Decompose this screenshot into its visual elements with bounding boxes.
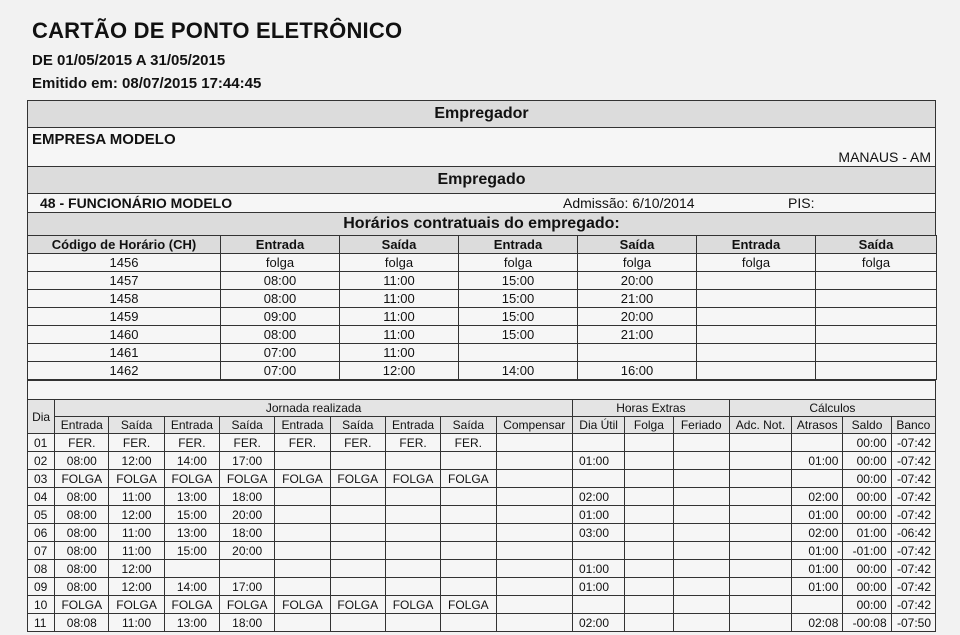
journal-cell	[275, 452, 330, 470]
journal-cell	[625, 614, 673, 632]
schedules-cell	[697, 272, 816, 290]
journal-cell	[625, 560, 673, 578]
journal-cell	[572, 596, 624, 614]
journal-cell	[385, 578, 440, 596]
journal-cell: FOLGA	[330, 470, 385, 488]
journal-cell	[673, 596, 729, 614]
schedules-header-cell: Entrada	[221, 236, 340, 254]
journal-cell	[673, 560, 729, 578]
journal-cell	[496, 542, 572, 560]
journal-cell: 02:00	[572, 614, 624, 632]
journal-cell: FOLGA	[109, 470, 164, 488]
journal-header-cell: Entrada	[275, 417, 330, 434]
journal-day-cell: 08	[28, 560, 55, 578]
schedules-cell	[697, 308, 816, 326]
journal-cell: 13:00	[164, 614, 219, 632]
schedules-cell: 20:00	[578, 308, 697, 326]
journal-day-cell: 02	[28, 452, 55, 470]
schedules-cell	[816, 362, 937, 380]
journal-cell	[496, 434, 572, 452]
journal-cell	[729, 596, 791, 614]
journal-header-cell: Compensar	[496, 417, 572, 434]
schedules-cell: 1459	[28, 308, 221, 326]
schedules-cell: 08:00	[221, 290, 340, 308]
journal-cell	[330, 614, 385, 632]
journal-cell: 00:00	[843, 596, 891, 614]
journal-cell	[729, 488, 791, 506]
journal-cell	[572, 542, 624, 560]
schedules-cell	[697, 326, 816, 344]
journal-cell	[625, 506, 673, 524]
journal-cell	[729, 524, 791, 542]
schedules-cell: 15:00	[459, 272, 578, 290]
journal-cell: 02:00	[572, 488, 624, 506]
journal-cell: FOLGA	[330, 596, 385, 614]
journal-cell: 08:00	[55, 488, 109, 506]
journal-cell	[673, 488, 729, 506]
journal-cell	[572, 434, 624, 452]
journal-day-cell: 06	[28, 524, 55, 542]
journal-cell	[673, 434, 729, 452]
journal-group-worked: Jornada realizada	[55, 400, 573, 417]
schedules-cell	[697, 344, 816, 362]
schedules-row	[28, 344, 937, 362]
journal-cell: 01:00	[792, 506, 843, 524]
journal-cell: -07:42	[891, 506, 935, 524]
journal-cell: 01:00	[792, 452, 843, 470]
journal-cell: 00:00	[843, 578, 891, 596]
journal-header-cell: Saída	[220, 417, 275, 434]
schedules-row	[28, 272, 937, 290]
schedules-cell: folga	[221, 254, 340, 272]
journal-day-cell: 03	[28, 470, 55, 488]
schedules-cell: 15:00	[459, 326, 578, 344]
journal-cell	[275, 542, 330, 560]
journal-cell	[496, 452, 572, 470]
journal-cell: FOLGA	[275, 596, 330, 614]
schedules-header-cell: Entrada	[459, 236, 578, 254]
journal-cell	[673, 524, 729, 542]
journal-cell: 00:00	[843, 560, 891, 578]
schedules-cell: folga	[578, 254, 697, 272]
journal-cell: FOLGA	[55, 470, 109, 488]
journal-cell: FOLGA	[55, 596, 109, 614]
journal-cell: -07:42	[891, 434, 935, 452]
journal-day-cell: 09	[28, 578, 55, 596]
schedules-cell: 08:00	[221, 326, 340, 344]
journal-cell: 00:00	[843, 506, 891, 524]
journal-header-cell: Entrada	[55, 417, 109, 434]
journal-cell: -07:42	[891, 542, 935, 560]
journal-row	[28, 560, 936, 578]
journal-cell	[330, 578, 385, 596]
journal-cell: 03:00	[572, 524, 624, 542]
journal-cell: 11:00	[109, 542, 164, 560]
journal-cell: 15:00	[164, 542, 219, 560]
journal-cell: 08:00	[55, 542, 109, 560]
journal-cell	[673, 578, 729, 596]
journal-cell: FER.	[385, 434, 440, 452]
journal-cell: -07:42	[891, 470, 935, 488]
journal-cell	[625, 578, 673, 596]
journal-group-overtime: Horas Extras	[572, 400, 729, 417]
journal-cell: 01:00	[572, 452, 624, 470]
journal-cell: 12:00	[109, 452, 164, 470]
journal-cell	[441, 452, 496, 470]
journal-cell: 02:00	[792, 488, 843, 506]
journal-row	[28, 614, 936, 632]
report-issued: Emitido em: 08/07/2015 17:44:45	[32, 75, 262, 92]
journal-cell	[441, 542, 496, 560]
journal-cell: 11:00	[109, 524, 164, 542]
journal-cell	[385, 614, 440, 632]
journal-cell: FER.	[109, 434, 164, 452]
journal-cell: 18:00	[220, 488, 275, 506]
section-spacer	[27, 380, 936, 399]
journal-cell: 01:00	[792, 560, 843, 578]
journal-cell: 08:00	[55, 452, 109, 470]
schedules-cell: 11:00	[340, 344, 459, 362]
journal-cell	[330, 542, 385, 560]
journal-header-cell: Atrasos	[792, 417, 843, 434]
employer-band: Empregador	[27, 100, 936, 127]
journal-cell: FOLGA	[441, 596, 496, 614]
schedules-cell: 11:00	[340, 272, 459, 290]
journal-cell: 01:00	[843, 524, 891, 542]
journal-cell: 01:00	[572, 560, 624, 578]
schedules-row	[28, 290, 937, 308]
schedules-cell: 09:00	[221, 308, 340, 326]
journal-cell: 13:00	[164, 524, 219, 542]
journal-header-cell: Saída	[441, 417, 496, 434]
employee-admission: Admissão: 6/10/2014	[563, 195, 695, 211]
journal-cell	[275, 524, 330, 542]
journal-cell	[385, 506, 440, 524]
journal-cell: 02:00	[792, 524, 843, 542]
journal-cell: 20:00	[220, 542, 275, 560]
journal-day-cell: 01	[28, 434, 55, 452]
schedules-header-cell: Código de Horário (CH)	[28, 236, 221, 254]
journal-row	[28, 596, 936, 614]
journal-cell: 12:00	[109, 506, 164, 524]
journal-cell: 12:00	[109, 578, 164, 596]
schedules-header-cell: Saída	[816, 236, 937, 254]
journal-cell: 17:00	[220, 452, 275, 470]
schedules-header-cell: Saída	[578, 236, 697, 254]
journal-cell: FOLGA	[385, 596, 440, 614]
journal-cell: FOLGA	[441, 470, 496, 488]
journal-cell: FER.	[275, 434, 330, 452]
schedules-cell: folga	[340, 254, 459, 272]
schedules-cell: 15:00	[459, 308, 578, 326]
schedules-cell: 20:00	[578, 272, 697, 290]
journal-cell	[275, 488, 330, 506]
journal-cell	[729, 470, 791, 488]
journal-cell: 00:00	[843, 434, 891, 452]
journal-cell	[625, 596, 673, 614]
journal-cell	[330, 488, 385, 506]
journal-cell: FER.	[220, 434, 275, 452]
journal-header-cell: Entrada	[385, 417, 440, 434]
schedules-cell: 1462	[28, 362, 221, 380]
journal-cell	[441, 488, 496, 506]
journal-cell	[625, 452, 673, 470]
journal-cell: 15:00	[164, 506, 219, 524]
journal-cell: 18:00	[220, 614, 275, 632]
schedules-band: Horários contratuais do empregado:	[27, 212, 936, 235]
journal-cell	[220, 560, 275, 578]
journal-cell	[673, 470, 729, 488]
journal-cell	[275, 614, 330, 632]
journal-cell: 02:08	[792, 614, 843, 632]
journal-cell	[673, 542, 729, 560]
schedules-row	[28, 362, 937, 380]
journal-cell: 18:00	[220, 524, 275, 542]
schedules-cell	[697, 290, 816, 308]
journal-row	[28, 578, 936, 596]
journal-cell: -07:42	[891, 452, 935, 470]
journal-cell	[275, 578, 330, 596]
journal-cell: 13:00	[164, 488, 219, 506]
journal-cell	[792, 470, 843, 488]
journal-cell	[441, 560, 496, 578]
journal-cell	[385, 542, 440, 560]
journal-cell: 01:00	[572, 578, 624, 596]
journal-cell: 11:00	[109, 614, 164, 632]
journal-cell: 01:00	[792, 578, 843, 596]
schedules-cell: 14:00	[459, 362, 578, 380]
employee-name: 48 - FUNCIONÁRIO MODELO	[40, 195, 233, 211]
journal-dia-header: Dia	[28, 400, 55, 434]
journal-cell: FOLGA	[385, 470, 440, 488]
journal-cell: 00:00	[843, 470, 891, 488]
report-period: DE 01/05/2015 A 31/05/2015	[32, 52, 226, 69]
schedules-cell	[816, 344, 937, 362]
timecard-box	[27, 100, 936, 632]
schedules-cell	[459, 344, 578, 362]
journal-cell: -07:42	[891, 560, 935, 578]
schedules-cell	[578, 344, 697, 362]
schedules-table	[27, 235, 937, 380]
schedules-cell: 16:00	[578, 362, 697, 380]
employee-section	[27, 193, 936, 212]
schedules-cell	[697, 362, 816, 380]
journal-cell	[625, 524, 673, 542]
schedules-cell: 12:00	[340, 362, 459, 380]
journal-cell	[729, 506, 791, 524]
journal-cell: 14:00	[164, 452, 219, 470]
journal-cell	[385, 452, 440, 470]
journal-cell	[673, 506, 729, 524]
journal-cell	[792, 434, 843, 452]
journal-header-cell: Feriado	[673, 417, 729, 434]
journal-cell	[792, 596, 843, 614]
journal-cell	[385, 524, 440, 542]
journal-row	[28, 506, 936, 524]
schedules-cell: folga	[816, 254, 937, 272]
journal-cell	[572, 470, 624, 488]
journal-cell	[496, 524, 572, 542]
journal-cell	[729, 614, 791, 632]
journal-table	[27, 399, 936, 632]
employer-name: EMPRESA MODELO	[32, 131, 176, 148]
journal-cell: -07:42	[891, 488, 935, 506]
report-title: CARTÃO DE PONTO ELETRÔNICO	[32, 18, 403, 43]
journal-cell	[496, 596, 572, 614]
journal-header-cell: Banco	[891, 417, 935, 434]
schedules-row	[28, 326, 937, 344]
journal-header-cell: Adc. Not.	[729, 417, 791, 434]
journal-cell: 08:00	[55, 524, 109, 542]
journal-cell	[330, 506, 385, 524]
journal-cell	[625, 470, 673, 488]
journal-cell	[729, 452, 791, 470]
journal-cell: FER.	[55, 434, 109, 452]
journal-row	[28, 452, 936, 470]
schedules-row	[28, 308, 937, 326]
journal-cell: 01:00	[792, 542, 843, 560]
journal-cell: 08:00	[55, 560, 109, 578]
schedules-cell: 21:00	[578, 290, 697, 308]
journal-header-cell: Dia Útil	[572, 417, 624, 434]
journal-cell: 14:00	[164, 578, 219, 596]
journal-cell	[496, 560, 572, 578]
schedules-cell: 1457	[28, 272, 221, 290]
schedules-header-cell: Entrada	[697, 236, 816, 254]
journal-row	[28, 542, 936, 560]
journal-cell	[275, 560, 330, 578]
journal-cell	[673, 452, 729, 470]
journal-row	[28, 524, 936, 542]
schedules-cell: 11:00	[340, 308, 459, 326]
journal-cell	[729, 542, 791, 560]
schedules-cell	[816, 272, 937, 290]
schedules-cell: 1461	[28, 344, 221, 362]
schedules-header-cell: Saída	[340, 236, 459, 254]
journal-cell	[673, 614, 729, 632]
journal-header-cell: Saída	[330, 417, 385, 434]
journal-day-cell: 11	[28, 614, 55, 632]
journal-cell: FOLGA	[220, 470, 275, 488]
journal-cell	[496, 578, 572, 596]
schedules-cell: folga	[459, 254, 578, 272]
journal-cell	[441, 614, 496, 632]
employee-band: Empregado	[27, 166, 936, 193]
journal-day-cell: 07	[28, 542, 55, 560]
journal-header-cell: Folga	[625, 417, 673, 434]
journal-cell: -00:08	[843, 614, 891, 632]
journal-cell: 01:00	[572, 506, 624, 524]
journal-cell: 12:00	[109, 560, 164, 578]
journal-row	[28, 488, 936, 506]
journal-cell	[496, 506, 572, 524]
journal-cell	[625, 488, 673, 506]
journal-cell: 17:00	[220, 578, 275, 596]
journal-cell: FER.	[441, 434, 496, 452]
schedules-row	[28, 254, 937, 272]
journal-cell	[330, 560, 385, 578]
journal-cell: FOLGA	[164, 596, 219, 614]
journal-cell	[496, 488, 572, 506]
journal-cell: 20:00	[220, 506, 275, 524]
journal-cell: FER.	[330, 434, 385, 452]
journal-cell: -06:42	[891, 524, 935, 542]
schedules-cell: 15:00	[459, 290, 578, 308]
employer-section	[27, 127, 936, 166]
schedules-cell: folga	[697, 254, 816, 272]
journal-cell	[164, 560, 219, 578]
journal-day-cell: 10	[28, 596, 55, 614]
schedules-cell: 11:00	[340, 290, 459, 308]
journal-cell: 08:00	[55, 506, 109, 524]
journal-cell	[441, 506, 496, 524]
schedules-cell: 07:00	[221, 362, 340, 380]
journal-row	[28, 434, 936, 452]
journal-cell: 11:00	[109, 488, 164, 506]
journal-cell	[729, 578, 791, 596]
journal-row	[28, 470, 936, 488]
report-header	[32, 14, 402, 92]
journal-cell	[275, 506, 330, 524]
journal-cell: FOLGA	[275, 470, 330, 488]
journal-cell	[385, 560, 440, 578]
journal-cell: -01:00	[843, 542, 891, 560]
journal-cell: FOLGA	[109, 596, 164, 614]
journal-group-calc: Cálculos	[729, 400, 935, 417]
journal-cell: FOLGA	[220, 596, 275, 614]
schedules-cell: 1456	[28, 254, 221, 272]
journal-header-cell: Saldo	[843, 417, 891, 434]
journal-cell	[330, 524, 385, 542]
schedules-cell: 07:00	[221, 344, 340, 362]
journal-cell	[625, 542, 673, 560]
schedules-cell	[816, 326, 937, 344]
journal-cell	[729, 560, 791, 578]
employee-pis: PIS:	[788, 195, 815, 211]
journal-cell: -07:42	[891, 578, 935, 596]
journal-cell	[625, 434, 673, 452]
schedules-cell	[816, 308, 937, 326]
journal-day-cell: 04	[28, 488, 55, 506]
journal-cell	[441, 524, 496, 542]
journal-cell: 08:00	[55, 578, 109, 596]
journal-cell	[441, 578, 496, 596]
journal-cell: -07:50	[891, 614, 935, 632]
journal-cell: 08:08	[55, 614, 109, 632]
journal-cell	[729, 434, 791, 452]
journal-header-cell: Saída	[109, 417, 164, 434]
schedules-cell: 1460	[28, 326, 221, 344]
journal-cell: 00:00	[843, 488, 891, 506]
journal-cell	[385, 488, 440, 506]
journal-cell	[496, 470, 572, 488]
journal-cell: 00:00	[843, 452, 891, 470]
journal-day-cell: 05	[28, 506, 55, 524]
schedules-cell: 08:00	[221, 272, 340, 290]
journal-cell	[330, 452, 385, 470]
schedules-cell	[816, 290, 937, 308]
employer-city: MANAUS - AM	[838, 149, 931, 165]
journal-cell: -07:42	[891, 596, 935, 614]
journal-cell	[496, 614, 572, 632]
schedules-cell: 21:00	[578, 326, 697, 344]
journal-cell: FER.	[164, 434, 219, 452]
journal-cell: FOLGA	[164, 470, 219, 488]
schedules-cell: 11:00	[340, 326, 459, 344]
journal-header-cell: Entrada	[164, 417, 219, 434]
schedules-cell: 1458	[28, 290, 221, 308]
